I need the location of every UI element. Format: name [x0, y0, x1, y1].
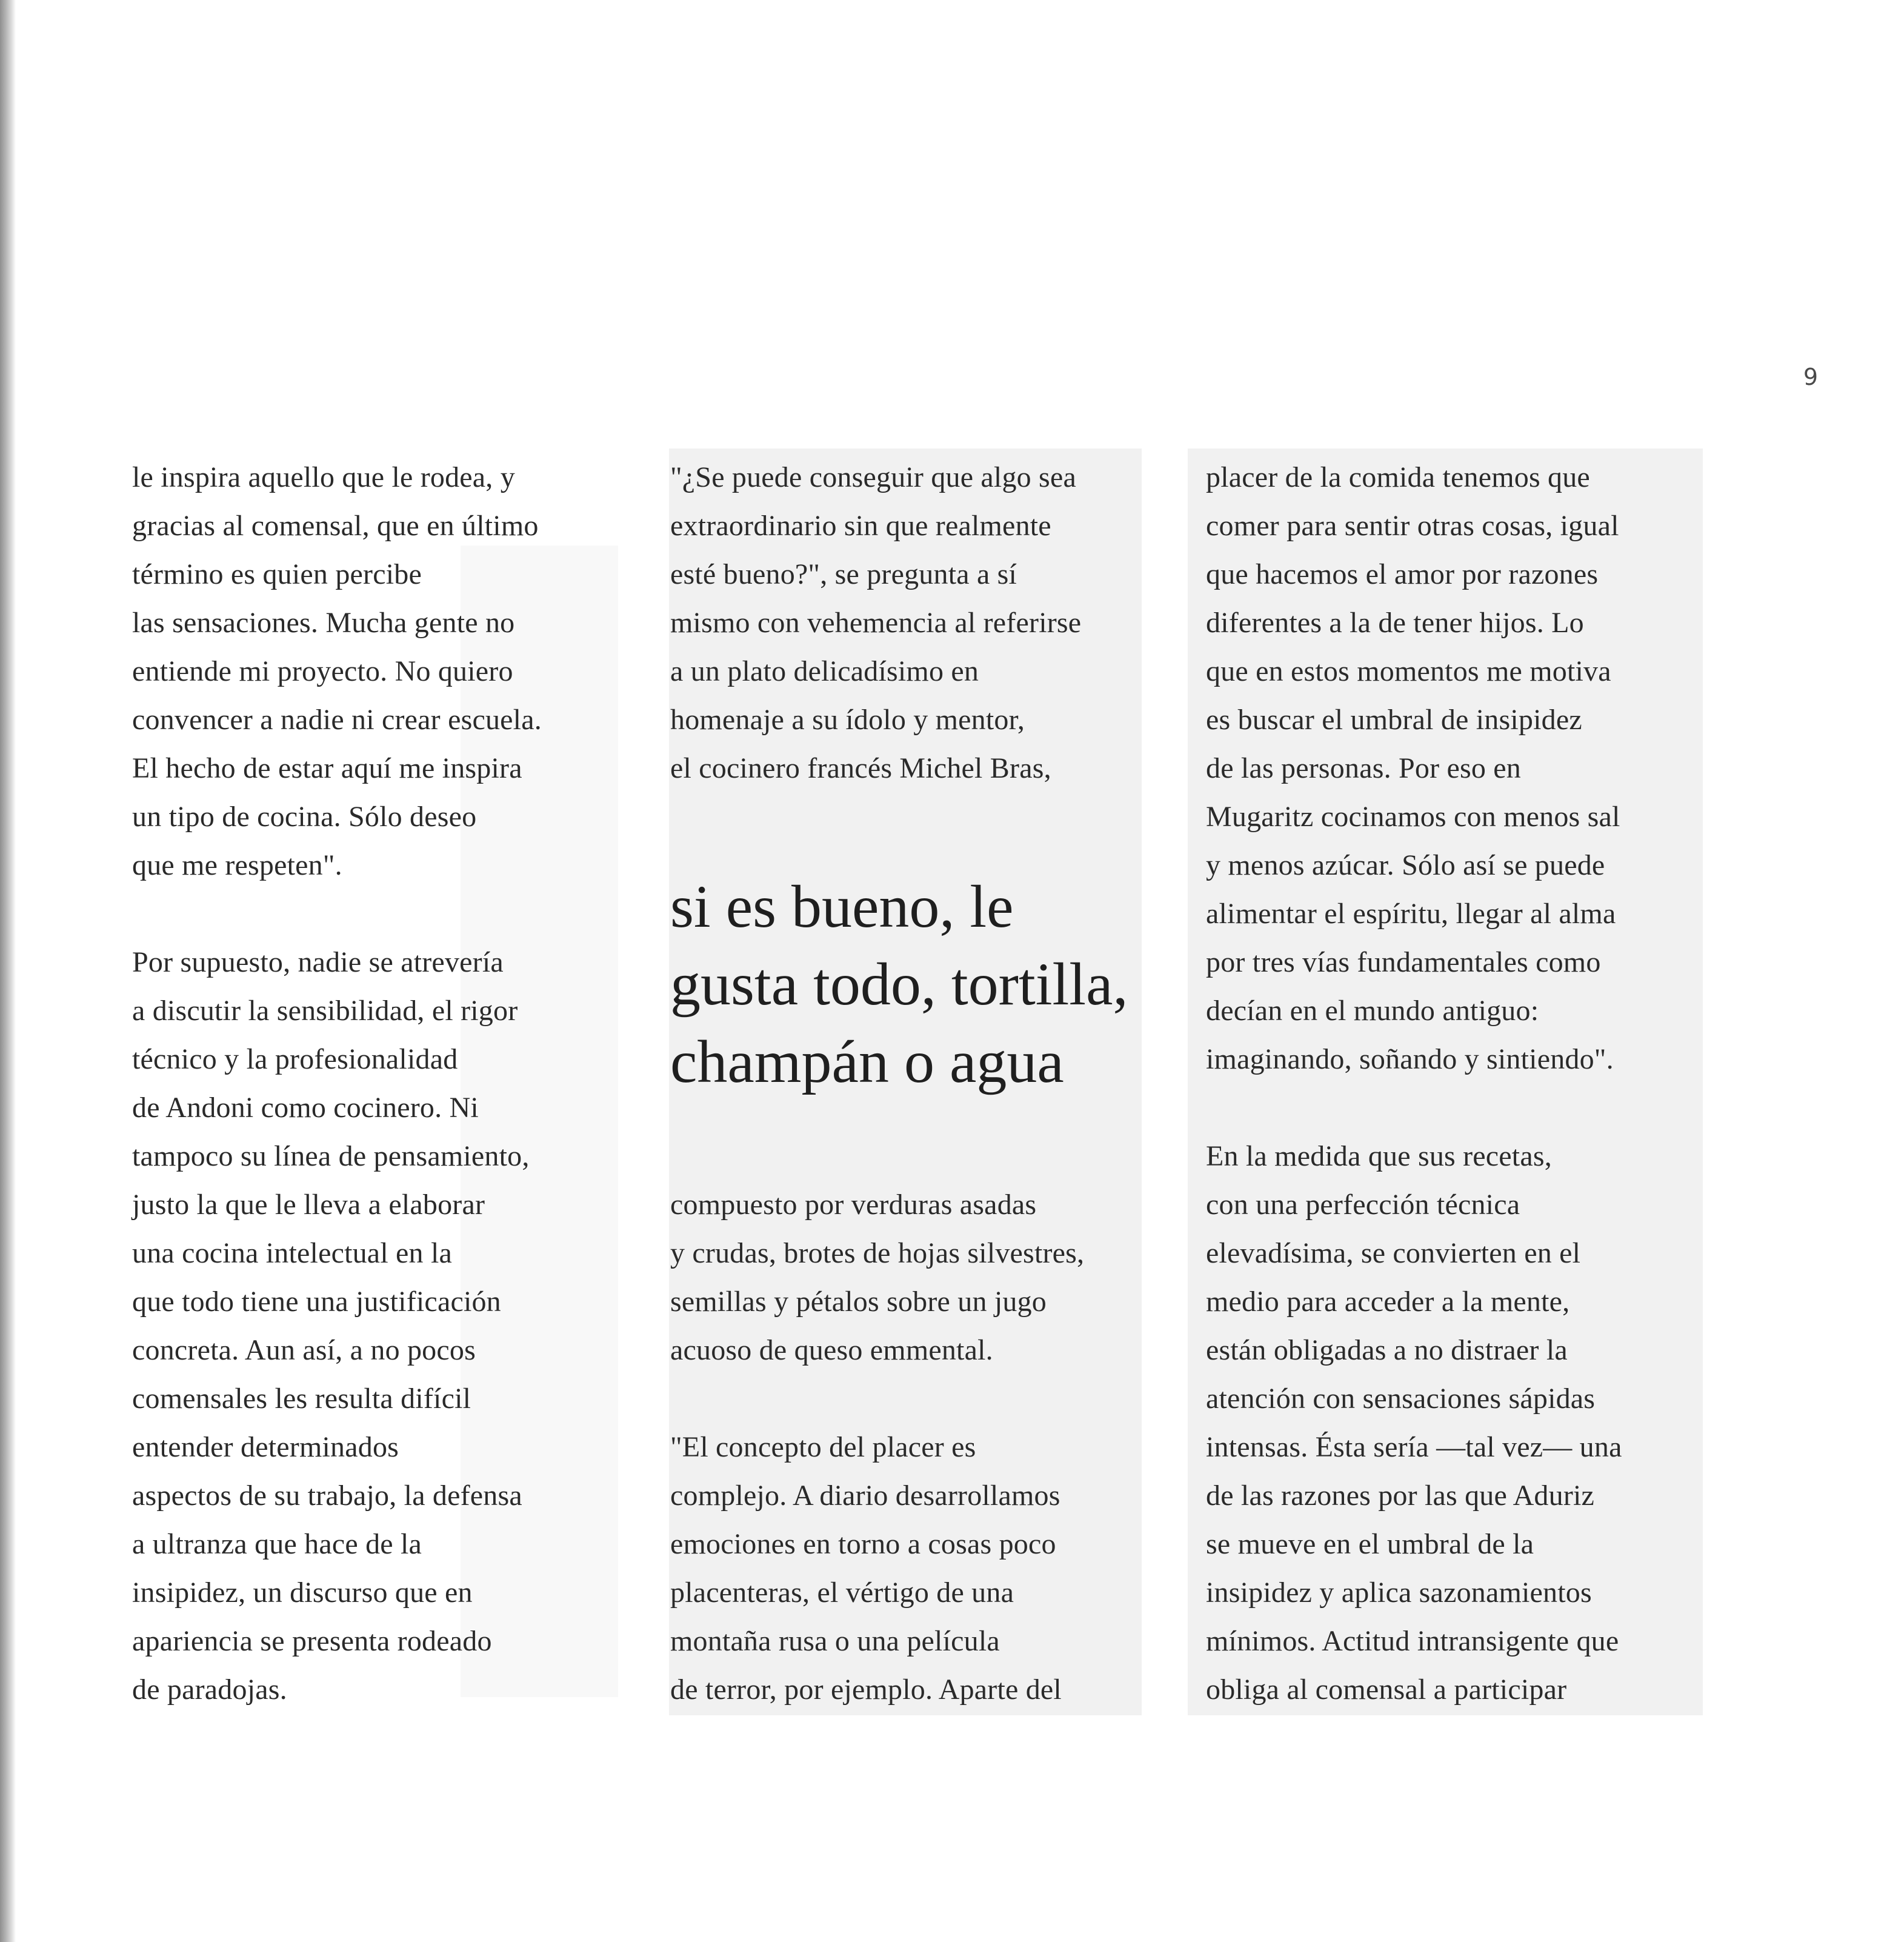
text-line: alimentar el espíritu, llegar al alma [1206, 898, 1616, 930]
text-line: placer de la comida tenemos que [1206, 461, 1590, 493]
text-line: aspectos de su trabajo, la defensa [132, 1480, 522, 1512]
text-line: semillas y pétalos sobre un jugo [670, 1286, 1047, 1318]
text-line: atención con sensaciones sápidas [1206, 1383, 1596, 1415]
pull-quote-line: champán o agua [670, 1028, 1064, 1095]
text-line: y crudas, brotes de hojas silvestres, [670, 1237, 1085, 1269]
text-line: comer para sentir otras cosas, igual [1206, 510, 1619, 542]
text-line: que todo tiene una justificación [132, 1286, 501, 1318]
text-line: se mueve en el umbral de la [1206, 1528, 1534, 1560]
text-line: de terror, por ejemplo. Aparte del [670, 1673, 1062, 1706]
text-line: intensas. Ésta sería —tal vez— una [1206, 1431, 1622, 1463]
text-line: elevadísima, se convierten en el [1206, 1237, 1581, 1269]
text-line: de paradojas. [132, 1673, 287, 1706]
text-line: entiende mi proyecto. No quiero [132, 655, 513, 687]
text-line: esté bueno?", se pregunta a sí [670, 558, 1017, 590]
text-line: homenaje a su ídolo y mentor, [670, 704, 1025, 736]
pull-quote [670, 868, 1191, 1101]
text-line: diferentes a la de tener hijos. Lo [1206, 607, 1584, 639]
text-line: insipidez y aplica sazonamientos [1206, 1577, 1592, 1609]
paragraph [670, 1181, 1167, 1375]
pull-quote-line: si es bueno, le [670, 873, 1014, 940]
text-line: que en estos momentos me motiva [1206, 655, 1611, 687]
text-line: de Andoni como cocinero. Ni [132, 1092, 479, 1124]
text-line: compuesto por verduras asadas [670, 1189, 1037, 1221]
text-line: concreta. Aun así, a no pocos [132, 1334, 476, 1366]
text-line: convencer a nadie ni crear escuela. [132, 704, 542, 736]
text-line: insipidez, un discurso que en [132, 1577, 473, 1609]
text-line: extraordinario sin que realmente [670, 510, 1051, 542]
text-line: de las personas. Por eso en [1206, 752, 1521, 784]
text-line: le inspira aquello que le rodea, y [132, 461, 515, 493]
text-line: término es quien percibe [132, 558, 422, 590]
text-line: técnico y la profesionalidad [132, 1043, 458, 1075]
text-line: obliga al comensal a participar [1206, 1673, 1567, 1706]
text-line: justo la que le lleva a elaborar [132, 1189, 485, 1221]
text-line: es buscar el umbral de insipidez [1206, 704, 1582, 736]
text-line: a un plato delicadísimo en [670, 655, 979, 687]
paragraph [132, 938, 617, 1714]
text-line: apariencia se presenta rodeado [132, 1625, 492, 1657]
paragraph [132, 453, 617, 890]
text-line: con una perfección técnica [1206, 1189, 1520, 1221]
text-line: entender determinados [132, 1431, 399, 1463]
text-line: las sensaciones. Mucha gente no [132, 607, 515, 639]
text-line: a discutir la sensibilidad, el rigor [132, 995, 518, 1027]
text-line: por tres vías fundamentales como [1206, 946, 1601, 978]
text-line: a ultranza que hace de la [132, 1528, 422, 1560]
text-line: emociones en torno a cosas poco [670, 1528, 1056, 1560]
text-line: En la medida que sus recetas, [1206, 1140, 1552, 1172]
text-line: El hecho de estar aquí me inspira [132, 752, 522, 784]
text-column-2-bottom [670, 1181, 1167, 1714]
text-line: están obligadas a no distraer la [1206, 1334, 1568, 1366]
text-column-2-top [670, 453, 1167, 793]
page-number: 9 [1803, 364, 1819, 390]
text-line: que hacemos el amor por razones [1206, 558, 1599, 590]
text-line: "El concepto del placer es [670, 1431, 976, 1463]
text-line: Por supuesto, nadie se atrevería [132, 946, 504, 978]
text-line: que me respeten". [132, 849, 342, 881]
text-line: imaginando, soñando y sintiendo". [1206, 1043, 1614, 1075]
text-line: tampoco su línea de pensamiento, [132, 1140, 530, 1172]
text-line: montaña rusa o una película [670, 1625, 1000, 1657]
text-line: medio para acceder a la mente, [1206, 1286, 1570, 1318]
text-column-3 [1206, 453, 1703, 1714]
text-line: un tipo de cocina. Sólo deseo [132, 801, 477, 833]
text-line: decían en el mundo antiguo: [1206, 995, 1539, 1027]
text-line: una cocina intelectual en la [132, 1237, 452, 1269]
paragraph [1206, 1132, 1703, 1714]
text-line: gracias al comensal, que en último [132, 510, 539, 542]
text-line: Mugaritz cocinamos con menos sal [1206, 801, 1620, 833]
text-line: de las razones por las que Aduriz [1206, 1480, 1595, 1512]
text-line: comensales les resulta difícil [132, 1383, 471, 1415]
text-line: y menos azúcar. Sólo así se puede [1206, 849, 1605, 881]
book-spine-shadow [0, 0, 16, 1942]
text-line: placenteras, el vértigo de una [670, 1577, 1014, 1609]
pull-quote-line: gusta todo, tortilla, [670, 950, 1128, 1018]
text-line: mínimos. Actitud intransigente que [1206, 1625, 1619, 1657]
text-line: acuoso de queso emmental. [670, 1334, 993, 1366]
text-line: "¿Se puede conseguir que algo sea [670, 461, 1076, 493]
text-line: complejo. A diario desarrollamos [670, 1480, 1060, 1512]
paragraph [670, 1423, 1167, 1714]
paragraph [670, 453, 1167, 793]
text-column-1 [132, 453, 617, 1714]
paragraph [1206, 453, 1703, 1084]
text-line: el cocinero francés Michel Bras, [670, 752, 1051, 784]
text-line: mismo con vehemencia al referirse [670, 607, 1082, 639]
